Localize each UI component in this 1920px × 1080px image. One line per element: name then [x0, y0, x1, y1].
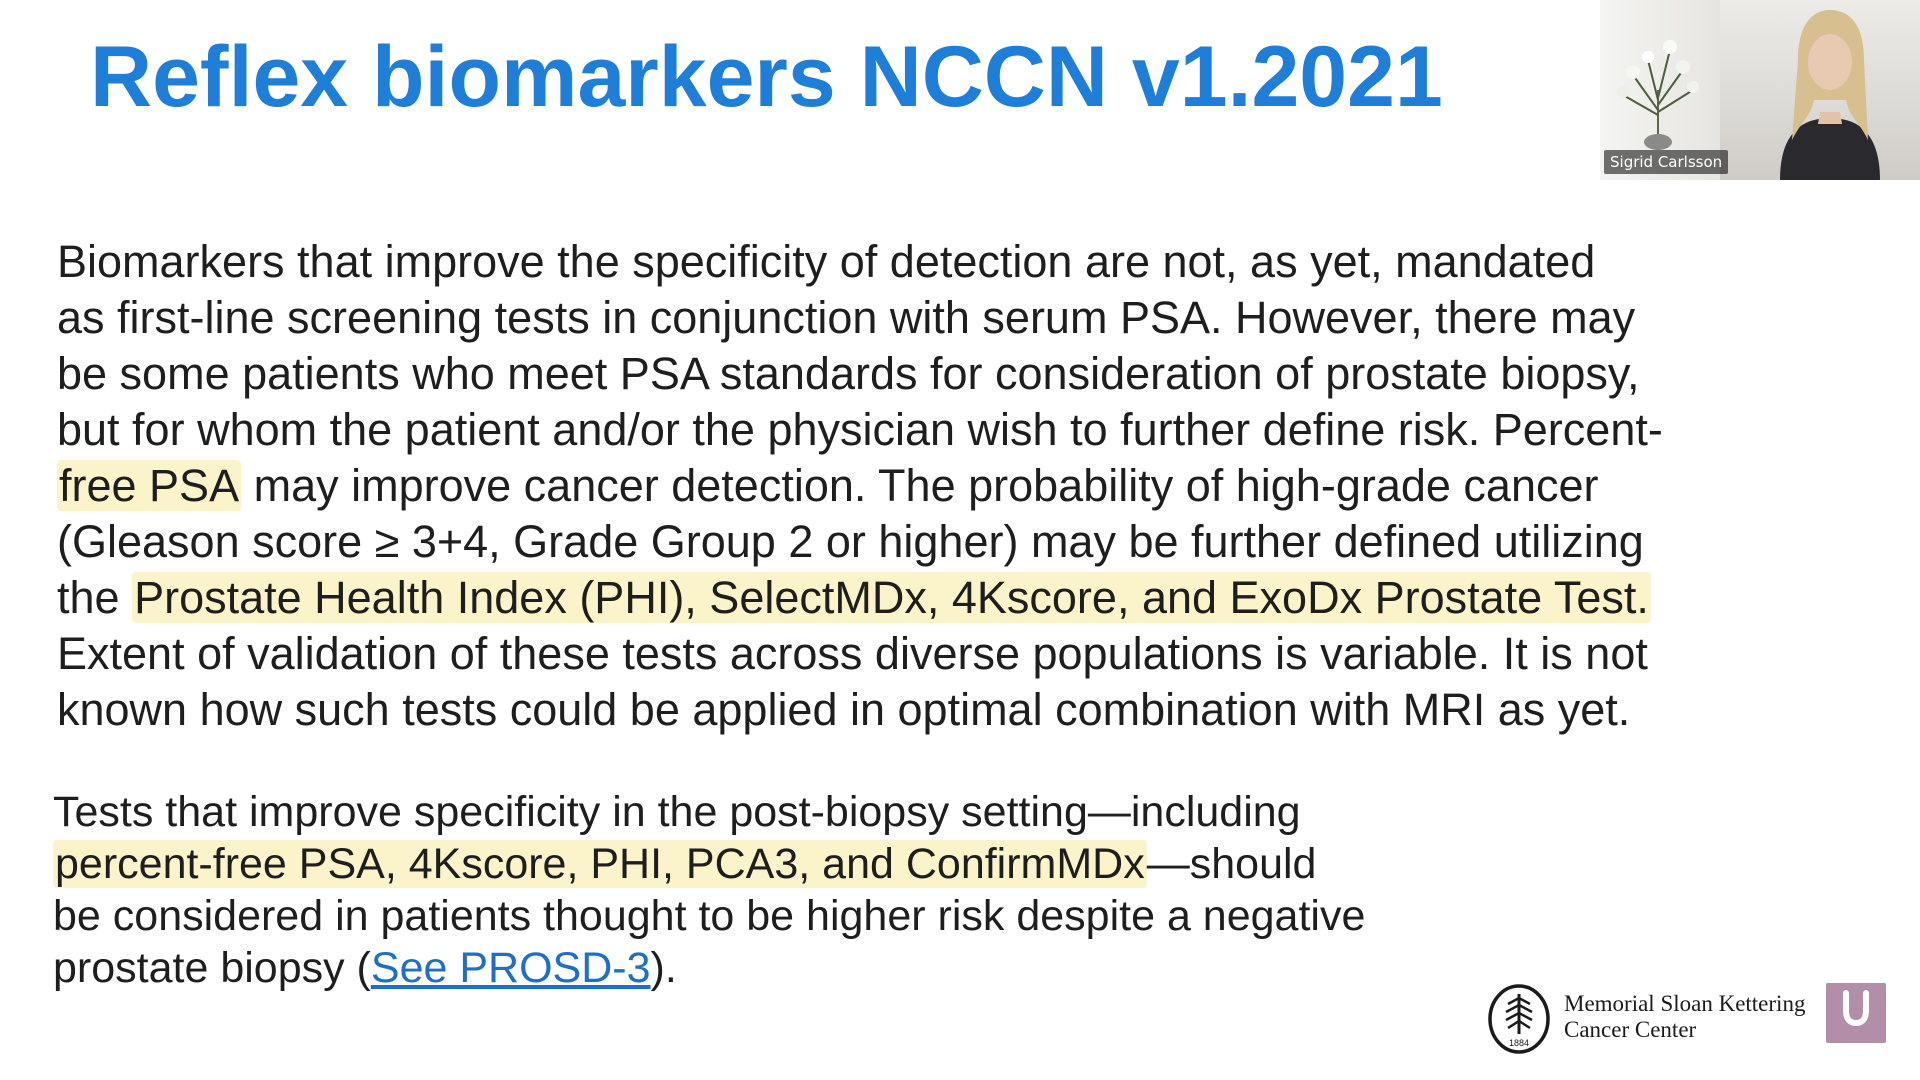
paragraph-line	[57, 570, 1887, 626]
paragraph-biomarkers	[57, 234, 1887, 738]
paragraph-post-biopsy	[53, 786, 1503, 994]
highlight-free-psa: free PSA	[59, 460, 240, 511]
paragraph-text: —should	[1146, 840, 1317, 888]
institution-line: Cancer Center	[1564, 1017, 1697, 1042]
participant-name-label: Sigrid Carlsson	[1604, 150, 1728, 174]
badge-u-icon	[1826, 983, 1886, 1043]
paragraph-line: Extent of validation of these tests across diverse populations is variable. It is not	[57, 628, 1648, 679]
participant-video-tile[interactable]	[1600, 0, 1920, 180]
grand-rounds-urology-logo	[1826, 983, 1886, 1043]
paragraph-line: known how such tests could be applied in optimal combination with MRI as yet.	[57, 684, 1631, 735]
slide-title: Reflex biomarkers NCCN v1.2021	[90, 29, 1443, 125]
paragraph-text: ).	[650, 944, 677, 992]
see-prosd-3-link[interactable]: See PROSD-3	[370, 944, 651, 992]
paragraph-text: prostate biopsy (	[53, 944, 371, 992]
paragraph-text: may improve cancer detection. The probability of high-grade cancer	[241, 460, 1599, 511]
paragraph-line: (Gleason score ≥ 3+4, Grade Group 2 or higher) may be further defined utilizing	[57, 516, 1644, 567]
institution-name	[1564, 991, 1805, 1043]
paragraph-text: the	[57, 572, 133, 623]
flower-vase-image	[1608, 20, 1708, 150]
participant-image	[1750, 0, 1910, 180]
paragraph-line	[57, 458, 1887, 514]
msk-seal-icon	[1486, 982, 1552, 1056]
paragraph-line	[53, 838, 1503, 890]
paragraph-line: be considered in patients thought to be higher risk despite a negative	[53, 892, 1366, 940]
highlight-post-biopsy-tests: percent-free PSA, 4Kscore, PHI, PCA3, and ConfirmMDx	[55, 840, 1145, 888]
institution-line: Memorial Sloan Kettering	[1564, 991, 1806, 1016]
paragraph-line: Biomarkers that improve the specificity of detection are not, as yet, mandated	[57, 236, 1596, 287]
seal-year: 1884	[1508, 1038, 1530, 1048]
highlight-biomarker-tests: Prostate Health Index (PHI), SelectMDx, 4Kscore, and ExoDx Prostate Test.	[134, 572, 1649, 623]
paragraph-line	[53, 942, 1503, 994]
paragraph-line: be some patients who meet PSA standards for consideration of prostate biopsy,	[57, 348, 1640, 399]
paragraph-line: Tests that improve specificity in the post-biopsy setting—including	[53, 788, 1301, 836]
paragraph-line: as first-line screening tests in conjunction with serum PSA. However, there may	[57, 292, 1636, 343]
paragraph-line: but for whom the patient and/or the physician wish to further define risk. Percent-	[57, 404, 1663, 455]
